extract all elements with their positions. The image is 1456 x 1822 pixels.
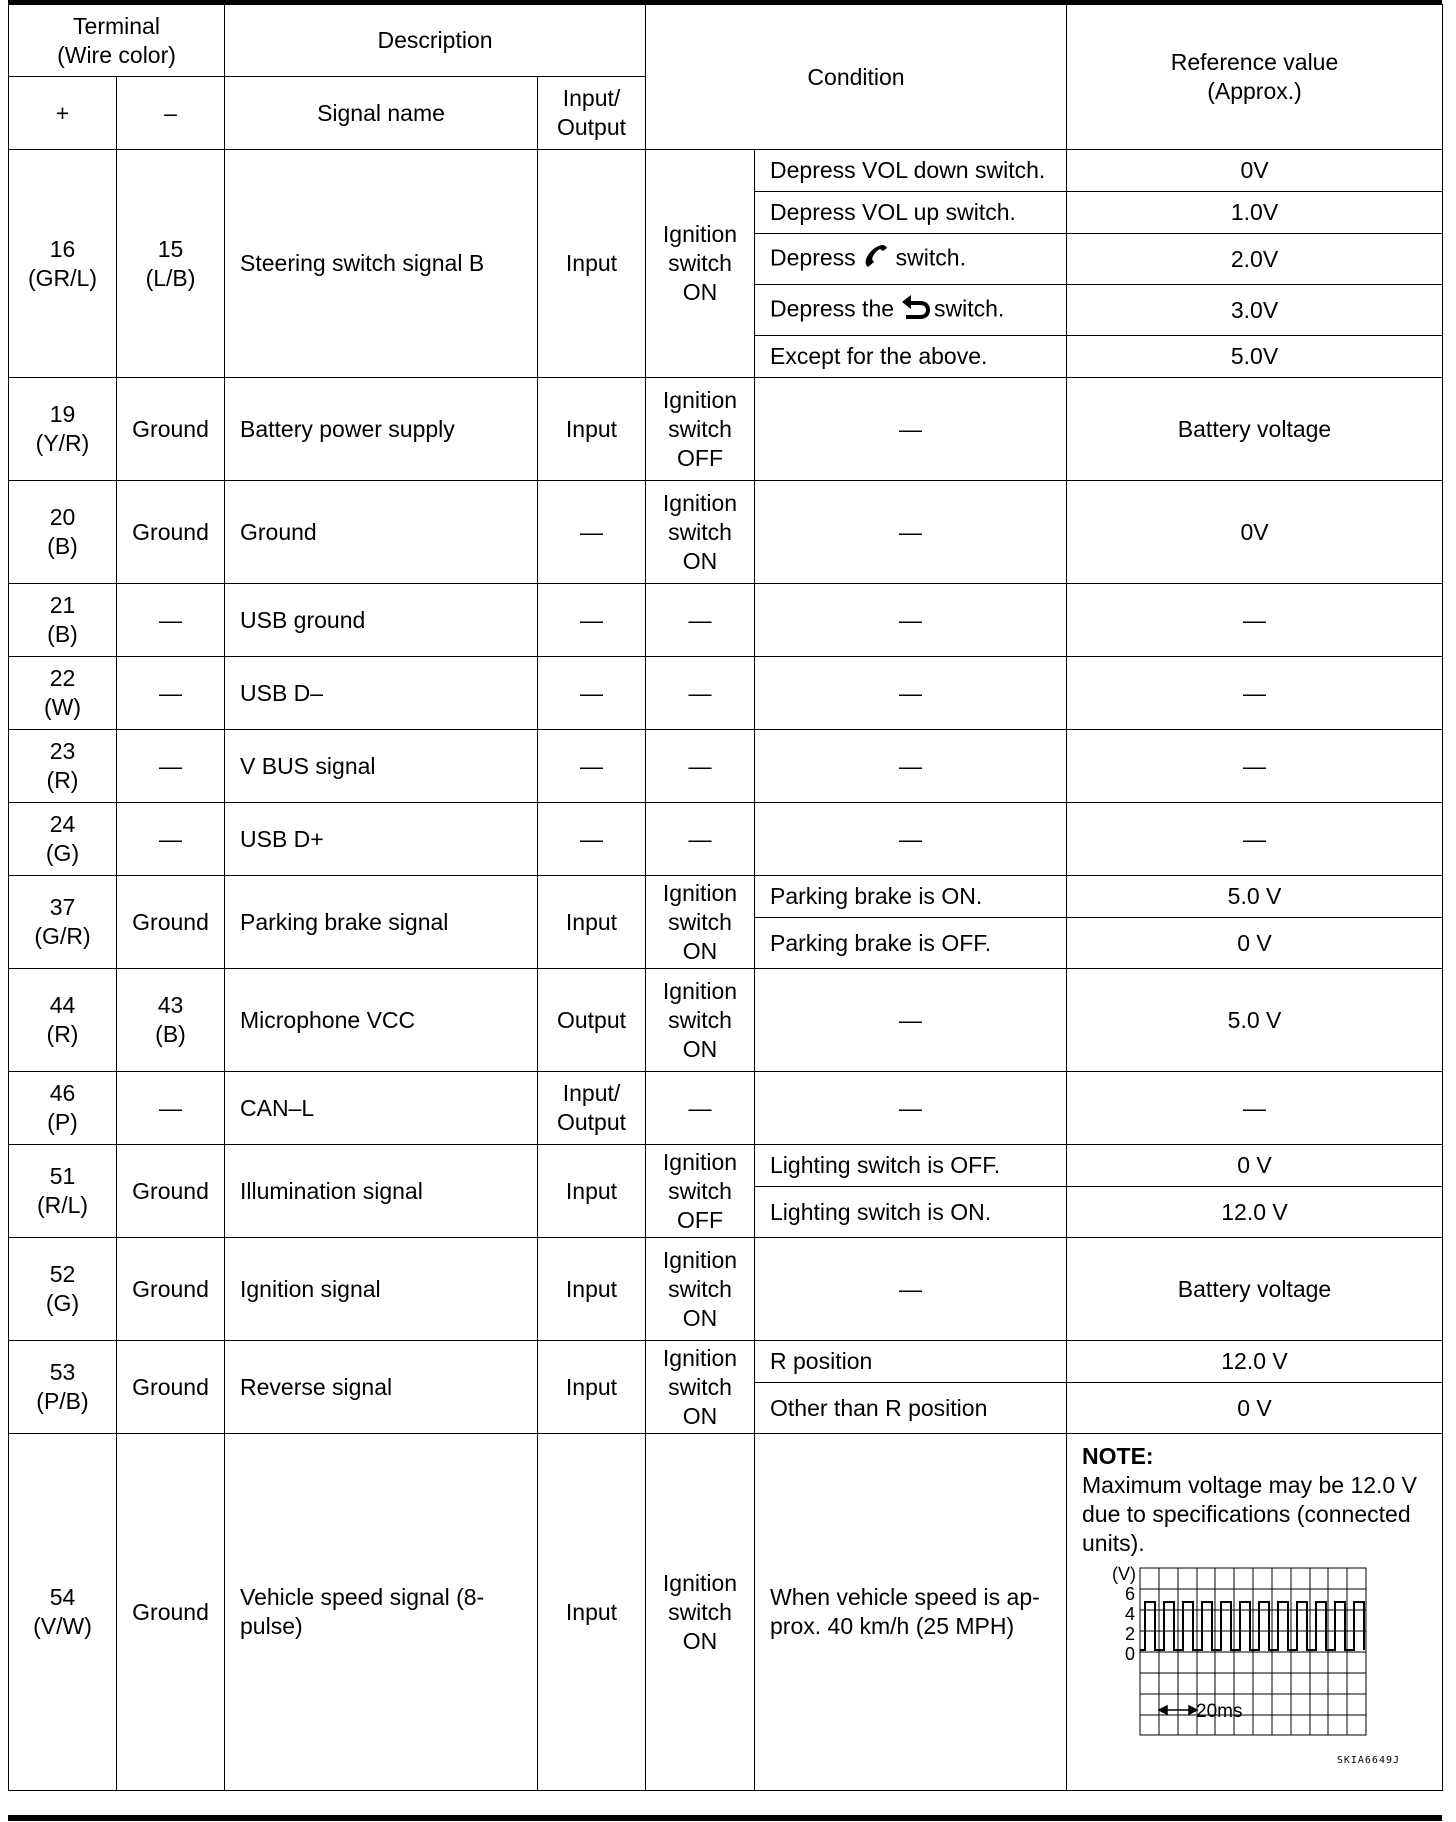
signal-name: Battery power supply bbox=[225, 378, 538, 481]
signal-name: V BUS signal bbox=[225, 730, 538, 803]
table-row bbox=[9, 730, 1443, 803]
header-row-1 bbox=[9, 5, 1443, 77]
plus-terminal: 23 (R) bbox=[9, 730, 117, 803]
phone-icon bbox=[862, 242, 890, 277]
minus-terminal: Ground bbox=[117, 1238, 225, 1341]
condition: — bbox=[755, 378, 1067, 481]
minus-terminal: — bbox=[117, 584, 225, 657]
ignition-state: Ignition switch OFF bbox=[646, 378, 755, 481]
signal-name: USB ground bbox=[225, 584, 538, 657]
ignition-state: — bbox=[646, 584, 755, 657]
io-type: Input/ Output bbox=[538, 1072, 646, 1145]
condition-text: Depress the bbox=[770, 295, 895, 322]
condition-header: Condition bbox=[646, 5, 1067, 150]
reference-value: — bbox=[1067, 730, 1443, 803]
condition: Parking brake is ON. bbox=[755, 876, 1067, 918]
ignition-state: Ignition switch ON bbox=[646, 876, 755, 969]
reference-value: 12.0 V bbox=[1067, 1187, 1443, 1238]
table-row bbox=[9, 378, 1443, 481]
ignition-state: Ignition switch ON bbox=[646, 1238, 755, 1341]
signal-name: Ground bbox=[225, 481, 538, 584]
plus-terminal: 21 (B) bbox=[9, 584, 117, 657]
reference-value: 5.0 V bbox=[1067, 969, 1443, 1072]
io-type: — bbox=[538, 481, 646, 584]
io-type: — bbox=[538, 730, 646, 803]
reference-value: Battery voltage bbox=[1067, 378, 1443, 481]
io-type: Input bbox=[538, 378, 646, 481]
ignition-state: — bbox=[646, 803, 755, 876]
figure-id: SKIA6649J bbox=[1336, 1755, 1401, 1766]
table-row bbox=[9, 1434, 1443, 1791]
bottom-rule bbox=[8, 1815, 1442, 1821]
minus-terminal: — bbox=[117, 657, 225, 730]
reference-value: 1.0V bbox=[1067, 192, 1443, 234]
signal-name: Ignition signal bbox=[225, 1238, 538, 1341]
reference-value: 0 V bbox=[1067, 918, 1443, 969]
condition: — bbox=[755, 657, 1067, 730]
reference-value: — bbox=[1067, 1072, 1443, 1145]
plus-terminal: 19 (Y/R) bbox=[9, 378, 117, 481]
table-row bbox=[9, 1072, 1443, 1145]
condition: Depress VOL up switch. bbox=[755, 192, 1067, 234]
signal-name: Parking brake signal bbox=[225, 876, 538, 969]
condition: — bbox=[755, 1238, 1067, 1341]
table-row bbox=[9, 1145, 1443, 1187]
io-type: — bbox=[538, 803, 646, 876]
minus-terminal: — bbox=[117, 1072, 225, 1145]
plus-terminal: 16 (GR/L) bbox=[9, 150, 117, 378]
reference-value: — bbox=[1067, 584, 1443, 657]
reference-header: Reference value (Approx.) bbox=[1067, 5, 1443, 150]
reference-value: Battery voltage bbox=[1067, 1238, 1443, 1341]
signal-name: CAN–L bbox=[225, 1072, 538, 1145]
io-header: Input/ Output bbox=[538, 77, 646, 150]
ignition-state: Ignition switch ON bbox=[646, 150, 755, 378]
table-row bbox=[9, 969, 1443, 1072]
signal-name: Reverse signal bbox=[225, 1341, 538, 1434]
condition: — bbox=[755, 584, 1067, 657]
plus-terminal: 52 (G) bbox=[9, 1238, 117, 1341]
table-row bbox=[9, 1238, 1443, 1341]
condition-text: switch. bbox=[895, 244, 966, 271]
reference-value: 12.0 V bbox=[1067, 1341, 1443, 1383]
condition: — bbox=[755, 730, 1067, 803]
reference-value: 3.0V bbox=[1067, 285, 1443, 336]
io-type: — bbox=[538, 584, 646, 657]
ignition-state: — bbox=[646, 730, 755, 803]
y-tick: 4 bbox=[1125, 1604, 1136, 1624]
condition: — bbox=[755, 803, 1067, 876]
condition: Other than R position bbox=[755, 1383, 1067, 1434]
terminal-header: Terminal (Wire color) bbox=[9, 5, 225, 77]
condition-text: switch. bbox=[934, 295, 1005, 322]
signal-name: USB D+ bbox=[225, 803, 538, 876]
ignition-state: — bbox=[646, 1072, 755, 1145]
table-row bbox=[9, 584, 1443, 657]
plus-terminal: 44 (R) bbox=[9, 969, 117, 1072]
ignition-state: Ignition switch ON bbox=[646, 969, 755, 1072]
y-tick: 2 bbox=[1125, 1624, 1136, 1644]
reference-value: 0 V bbox=[1067, 1383, 1443, 1434]
signal-name: USB D– bbox=[225, 657, 538, 730]
reference-value: 0 V bbox=[1067, 1145, 1443, 1187]
io-type: Input bbox=[538, 1238, 646, 1341]
plus-terminal: 54 (V/W) bbox=[9, 1434, 117, 1791]
y-tick: 6 bbox=[1125, 1584, 1136, 1604]
condition: — bbox=[755, 481, 1067, 584]
ignition-state: Ignition switch ON bbox=[646, 1434, 755, 1791]
condition: When vehicle speed is ap- prox. 40 km/h (25 MPH) bbox=[755, 1434, 1067, 1791]
io-type: Input bbox=[538, 150, 646, 378]
waveform-graph bbox=[1082, 1566, 1402, 1738]
waveform-unit: (V) bbox=[1112, 1566, 1137, 1584]
signal-name: Microphone VCC bbox=[225, 969, 538, 1072]
table-row bbox=[9, 803, 1443, 876]
reference-value: — bbox=[1067, 803, 1443, 876]
note-text: Maximum voltage may be 12.0 V due to specifications (connected units). bbox=[1082, 1472, 1417, 1556]
condition: Except for the above. bbox=[755, 336, 1067, 378]
note-title: NOTE: bbox=[1082, 1443, 1154, 1469]
condition-text: Depress bbox=[770, 244, 856, 271]
plus-header: + bbox=[9, 77, 117, 150]
signal-name: Illumination signal bbox=[225, 1145, 538, 1238]
condition: Parking brake is OFF. bbox=[755, 918, 1067, 969]
minus-terminal: Ground bbox=[117, 481, 225, 584]
terminal-spec-table bbox=[8, 4, 1443, 1791]
pulse-waveform bbox=[1140, 1602, 1364, 1650]
condition bbox=[755, 234, 1067, 285]
condition: — bbox=[755, 1072, 1067, 1145]
reference-value: — bbox=[1067, 657, 1443, 730]
io-type: Input bbox=[538, 1145, 646, 1238]
condition: R position bbox=[755, 1341, 1067, 1383]
ignition-state: Ignition switch ON bbox=[646, 1341, 755, 1434]
minus-terminal: — bbox=[117, 803, 225, 876]
back-arrow-icon bbox=[900, 293, 932, 328]
condition: Lighting switch is ON. bbox=[755, 1187, 1067, 1238]
io-type: Input bbox=[538, 1341, 646, 1434]
signal-name: Vehicle speed signal (8- pulse) bbox=[225, 1434, 538, 1791]
minus-terminal: Ground bbox=[117, 378, 225, 481]
minus-terminal: Ground bbox=[117, 876, 225, 969]
ignition-state: Ignition switch ON bbox=[646, 481, 755, 584]
condition bbox=[755, 285, 1067, 336]
table-row bbox=[9, 1341, 1443, 1383]
ignition-state: Ignition switch OFF bbox=[646, 1145, 755, 1238]
condition: Depress VOL down switch. bbox=[755, 150, 1067, 192]
reference-value: 0V bbox=[1067, 150, 1443, 192]
io-type: Input bbox=[538, 1434, 646, 1791]
y-tick: 0 bbox=[1125, 1644, 1136, 1664]
plus-terminal: 20 (B) bbox=[9, 481, 117, 584]
signal-name: Steering switch signal B bbox=[225, 150, 538, 378]
time-scale-label: 20ms bbox=[1196, 1701, 1243, 1722]
reference-note bbox=[1067, 1434, 1443, 1791]
minus-terminal: — bbox=[117, 730, 225, 803]
reference-value: 2.0V bbox=[1067, 234, 1443, 285]
table-row bbox=[9, 150, 1443, 192]
plus-terminal: 37 (G/R) bbox=[9, 876, 117, 969]
table-row bbox=[9, 657, 1443, 730]
plus-terminal: 46 (P) bbox=[9, 1072, 117, 1145]
reference-value: 0V bbox=[1067, 481, 1443, 584]
reference-value: 5.0 V bbox=[1067, 876, 1443, 918]
minus-terminal: 15 (L/B) bbox=[117, 150, 225, 378]
plus-terminal: 22 (W) bbox=[9, 657, 117, 730]
io-type: — bbox=[538, 657, 646, 730]
minus-terminal: Ground bbox=[117, 1145, 225, 1238]
minus-terminal: Ground bbox=[117, 1434, 225, 1791]
minus-header: – bbox=[117, 77, 225, 150]
description-header: Description bbox=[225, 5, 646, 77]
reference-value: 5.0V bbox=[1067, 336, 1443, 378]
plus-terminal: 53 (P/B) bbox=[9, 1341, 117, 1434]
condition: Lighting switch is OFF. bbox=[755, 1145, 1067, 1187]
io-type: Output bbox=[538, 969, 646, 1072]
table-row bbox=[9, 481, 1443, 584]
signal-name-header: Signal name bbox=[225, 77, 538, 150]
minus-terminal: Ground bbox=[117, 1341, 225, 1434]
minus-terminal: 43 (B) bbox=[117, 969, 225, 1072]
io-type: Input bbox=[538, 876, 646, 969]
ignition-state: — bbox=[646, 657, 755, 730]
condition: — bbox=[755, 969, 1067, 1072]
plus-terminal: 51 (R/L) bbox=[9, 1145, 117, 1238]
plus-terminal: 24 (G) bbox=[9, 803, 117, 876]
table-row bbox=[9, 876, 1443, 918]
